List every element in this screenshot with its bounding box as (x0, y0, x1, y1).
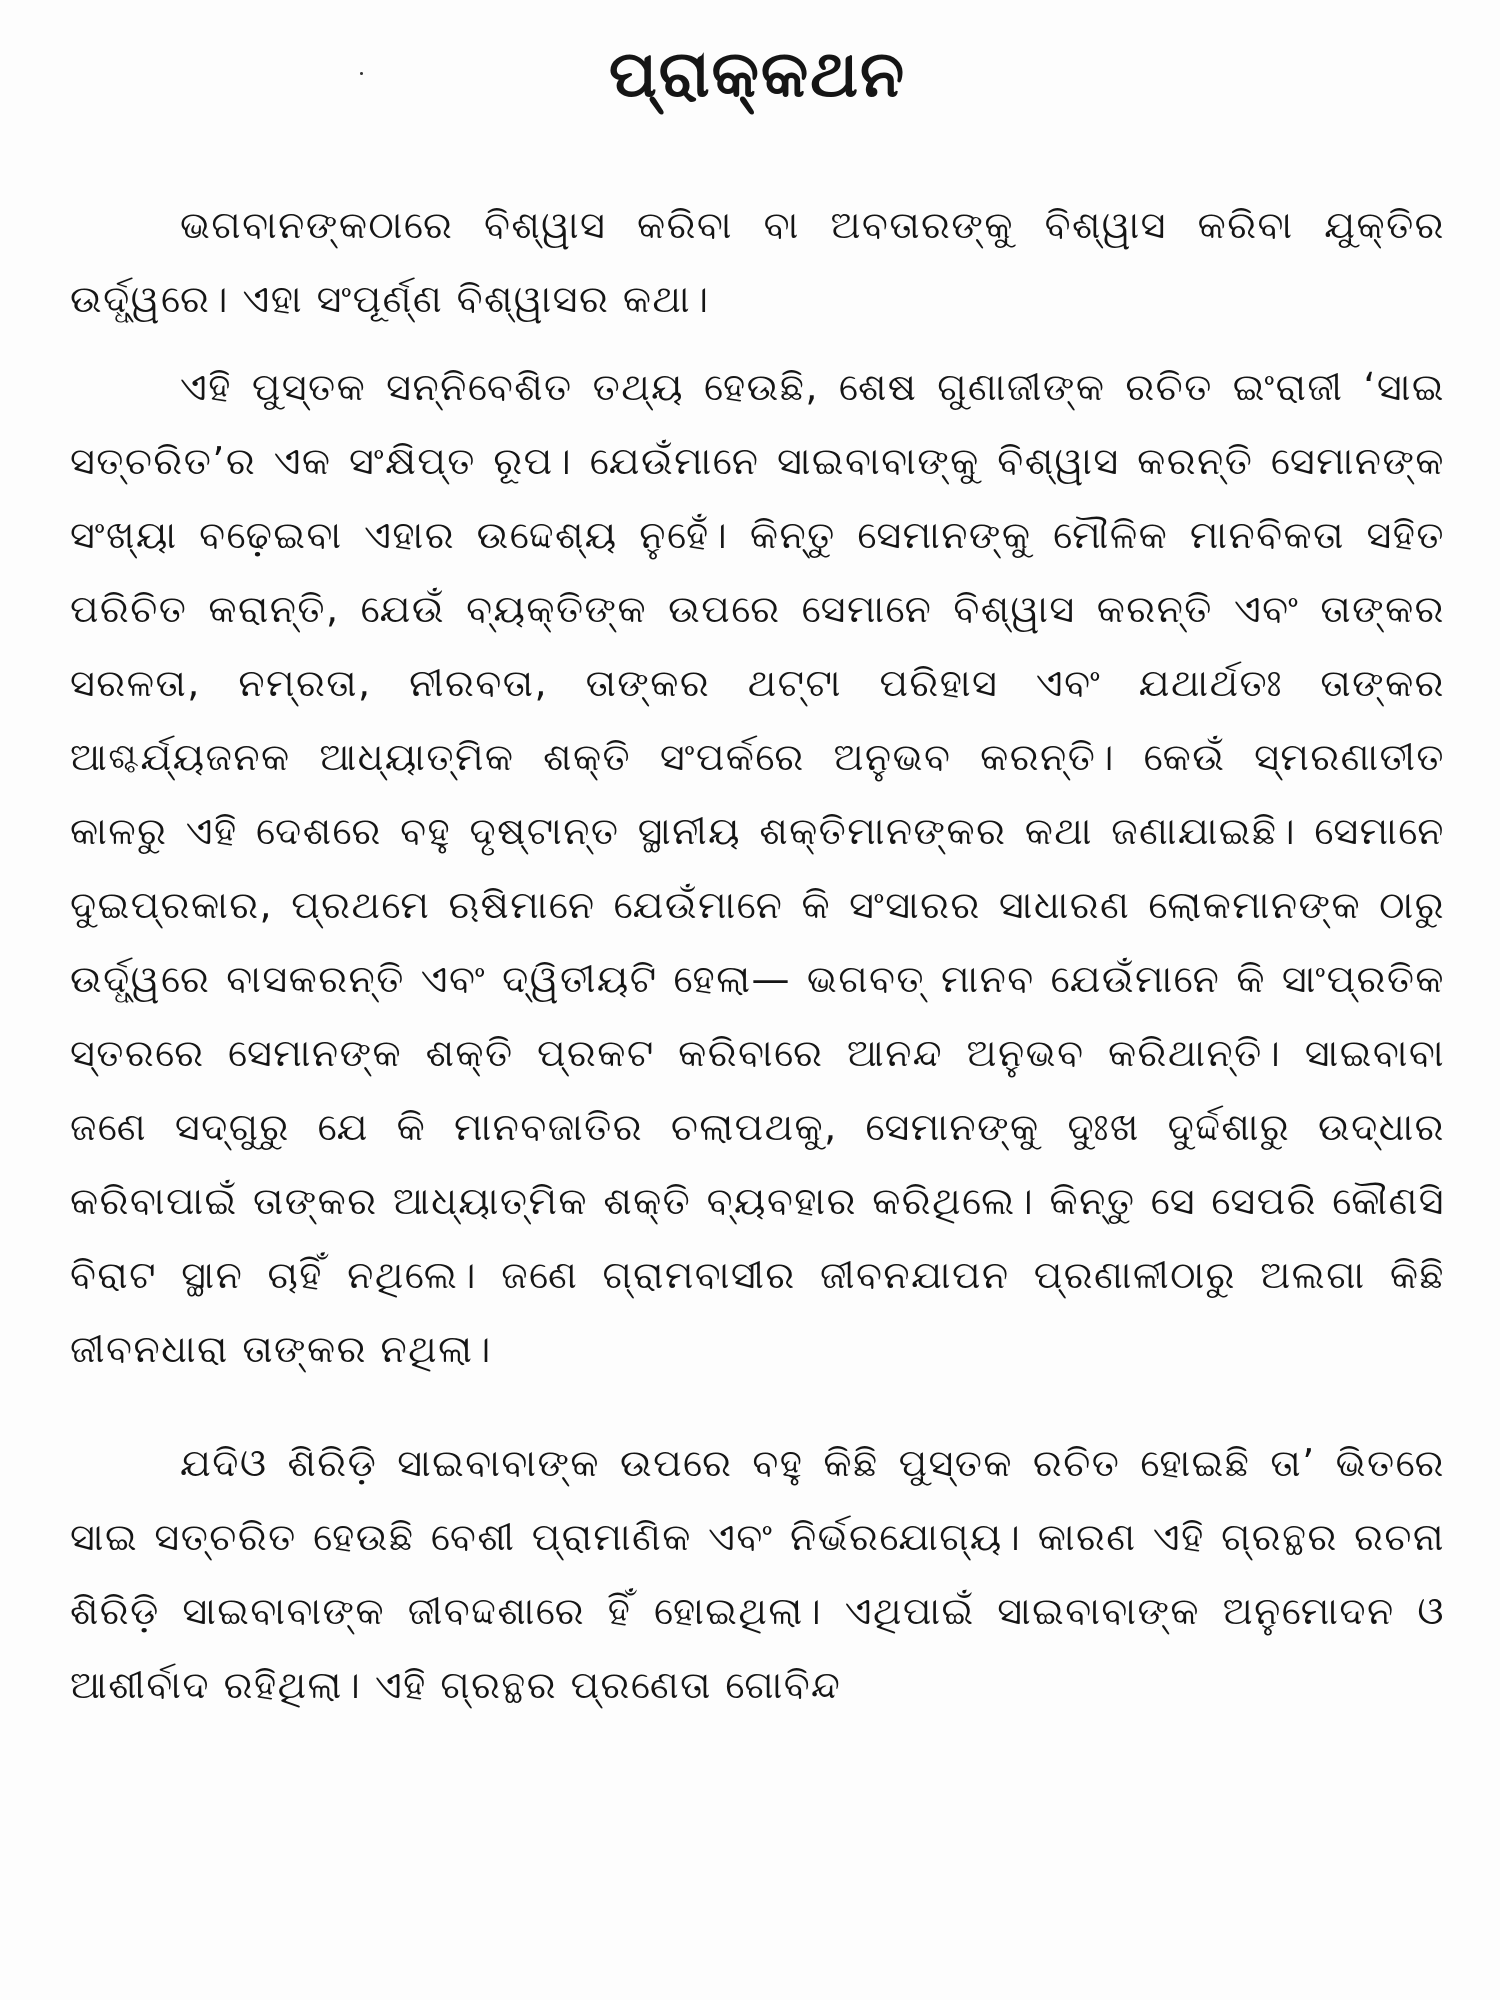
paragraph-intro: ଭଗବାନଙ୍କଠାରେ ବିଶ୍ୱାସ କରିବା ବା ଅବତାରଙ୍କୁ ବିଶ୍ୱାସ କରିବା ଯୁକ୍ତିର ଉର୍ଦ୍ଧ୍ୱରେ। ଏହା ସଂପୂର୍ଣ୍ଣ ବିଶ୍ୱାସର କଥା। (70, 203, 1445, 321)
page-title: ପ୍ରାକ୍‌କଥନ (608, 38, 907, 112)
document-body (70, 188, 1445, 1722)
paragraph-main: ଏହି ପୁସ୍ତକ ସନ୍ନିବେଶିତ ତଥ୍ୟ ହେଉଛି, ଶେଷ ଗୁଣାଜୀଙ୍କ ରଚିତ ଇଂରାଜୀ ‘ସାଇ ସତ୍‌ଚରିତ’ର ଏକ ସଂକ୍ଷିପ୍ତ ରୂପ। ଯେଉଁମାନେ ସାଇବାବାଙ୍କୁ ବିଶ୍ୱାସ କରନ୍ତି ସେମାନଙ୍କ ସଂଖ୍ୟା ବଢ଼େଇବା ଏହାର ଉଦ୍ଦେଶ୍ୟ ନୁହେଁ। କିନ୍ତୁ ସେମାନଙ୍କୁ ମୌଳିକ ମାନବିକତା ସହିତ ପରିଚିତ କରାନ୍ତି, ଯେଉଁ ବ୍ୟକ୍ତିଙ୍କ ଉପରେ ସେମାନେ ବିଶ୍ୱାସ କରନ୍ତି ଏବଂ ତାଙ୍କର ସରଳତା, ନମ୍ରତା, ନୀରବତା, ତାଙ୍କର ଥଟ୍ଟା ପରିହାସ ଏବଂ ଯଥାର୍ଥତଃ ତାଙ୍କର ଆଶ୍ଚର୍ଯ୍ୟଜନକ ଆଧ୍ୟାତ୍ମିକ ଶକ୍ତି ସଂପର୍କରେ ଅନୁଭବ କରନ୍ତି। କେଉଁ ସ୍ମରଣାତୀତ କାଳରୁ ଏହି ଦେଶରେ ବହୁ ଦୃଷ୍ଟାନ୍ତ ସ୍ଥାନୀୟ ଶକ୍ତିମାନଙ୍କର କଥା ଜଣାଯାଇଛି। ସେମାନେ ଦୁଇପ୍ରକାର, ପ୍ରଥମେ ଋଷିମାନେ ଯେଉଁମାନେ କି ସଂସାରର ସାଧାରଣ ଲୋକମାନଙ୍କ ଠାରୁ ଉର୍ଦ୍ଧ୍ୱରେ ବାସକରନ୍ତି ଏବଂ ଦ୍ୱିତୀୟଟି ହେଲା— ଭଗବତ୍ ମାନବ ଯେଉଁମାନେ କି ସାଂପ୍ରତିକ ସ୍ତରରେ ସେମାନଙ୍କ ଶକ୍ତି ପ୍ରକଟ କରିବାରେ ଆନନ୍ଦ ଅନୁଭବ କରିଥାନ୍ତି। ସାଇବାବା ଜଣେ ସଦ୍‌ଗୁରୁ ଯେ କି ମାନବଜାତିର ଚଲାପଥକୁ, ସେମାନଙ୍କୁ ଦୁଃଖ ଦୁର୍ଦ୍ଦଶାରୁ ଉଦ୍ଧାର କରିବାପାଇଁ ତାଙ୍କର ଆଧ୍ୟାତ୍ମିକ ଶକ୍ତି ବ୍ୟବହାର କରିଥିଲେ। କିନ୍ତୁ ସେ ସେପରି କୌଣସି ବିରାଟ ସ୍ଥାନ ଚାହିଁ ନଥିଲେ। ଜଣେ ଗ୍ରାମବାସୀର ଜୀବନଯାପନ ପ୍ରଣାଳୀଠାରୁ ଅଲଗା କିଛି ଜୀବନଧାରା ତାଙ୍କର ନଥିଲା। (70, 365, 1445, 1371)
paragraph-closing: ଯଦିଓ ଶିରିଡ଼ି ସାଇବାବାଙ୍କ ଉପରେ ବହୁ କିଛି ପୁସ୍ତକ ରଚିତ ହୋଇଛି ତା’ ଭିତରେ ସାଇ ସତ୍‌ଚରିତ ହେଉଛି ବେଶୀ ପ୍ରାମାଣିକ ଏବଂ ନିର୍ଭରଯୋଗ୍ୟ। କାରଣ ଏହି ଗ୍ରନ୍ଥର ରଚନା ଶିରିଡ଼ି ସାଇବାବାଙ୍କ ଜୀବଦ୍ଦଶାରେ ହିଁ ହୋଇଥିଲା। ଏଥିପାଇଁ ସାଇବାବାଙ୍କ ଅନୁମୋଦନ ଓ ଆଶୀର୍ବାଦ ରହିଥିଲା। ଏହି ଗ୍ରନ୍ଥର ପ୍ରଣେତା ଗୋବିନ୍ଦ (70, 1441, 1445, 1707)
speck-mark (360, 72, 363, 75)
